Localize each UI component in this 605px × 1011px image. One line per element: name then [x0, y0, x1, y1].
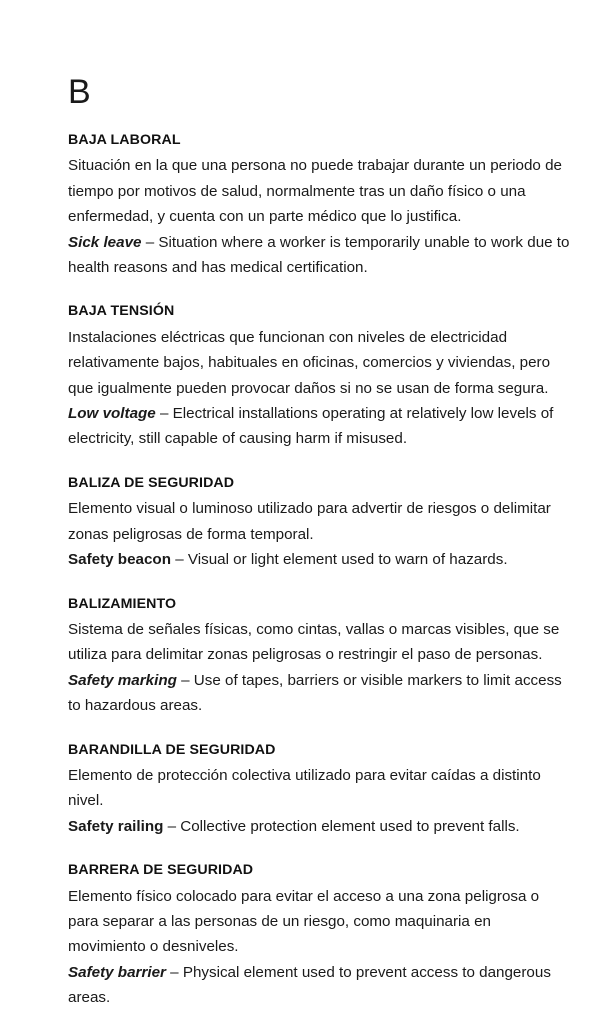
entry-term-en: Safety marking	[68, 671, 177, 689]
entry-definition-es: Elemento visual o luminoso utilizado para advertir de riesgos o delimitar zonas peligrosas de forma temporal.	[68, 500, 551, 543]
entry-term-en: Sick leave	[68, 233, 142, 251]
term-separator-dash: –	[141, 233, 159, 251]
entry-translation-en	[68, 960, 570, 1011]
entry-term-en: Safety beacon	[68, 551, 171, 569]
entry-term-en: Safety railing	[68, 817, 164, 835]
glossary-entry	[68, 471, 570, 573]
entry-definition-en: Situation where a worker is temporarily unable to work due to health reasons and has medical certification.	[68, 233, 570, 277]
entry-definition-en: Use of tapes, barriers or visible markers to limit access to hazardous areas.	[68, 671, 562, 715]
entry-term-en: Safety barrier	[68, 963, 166, 981]
section-letter-heading: B	[68, 73, 91, 111]
entry-definition-en: Electrical installations operating at relatively low levels of electricity, still capable of causing harm if misused.	[68, 405, 554, 448]
entry-definition-es: Situación en la que una persona no puede trabajar durante un periodo de tiempo por motivos de salud, normalmente tras un daño físico o una enfermedad, y cuenta con un parte médico que lo justifica.	[68, 157, 562, 226]
glossary-entry-list	[68, 128, 570, 1011]
entry-term-es: BAJA TENSIÓN	[68, 303, 175, 320]
entry-term-es: BAJA LABORAL	[68, 132, 181, 148]
glossary-entry	[68, 299, 570, 451]
entry-translation-en	[68, 547, 570, 572]
entry-definition-en: Physical element used to prevent access to dangerous areas.	[68, 963, 551, 1007]
entry-translation-en	[68, 814, 570, 839]
glossary-entry	[68, 858, 570, 1010]
entry-definition-es: Sistema de señales físicas, como cintas, vallas o marcas visibles, que se utiliza para delimitar zonas peligrosas o restringir el paso de personas.	[68, 620, 560, 664]
glossary-entry	[68, 738, 570, 840]
entry-translation-en	[68, 230, 570, 281]
entry-definition-en: Collective protection element used to prevent falls.	[180, 817, 520, 835]
term-separator-dash: –	[163, 817, 181, 835]
term-separator-dash: –	[176, 671, 194, 689]
entry-definition-en: Visual or light element used to warn of hazards.	[187, 551, 508, 569]
entry-translation-en	[68, 401, 570, 452]
entry-definition-es: Elemento de protección colectiva utilizado para evitar caídas a distinto nivel.	[68, 766, 541, 810]
glossary-entry	[68, 128, 570, 280]
entry-term-es: BALIZA DE SEGURIDAD	[68, 474, 235, 491]
entry-definition-es: Instalaciones eléctricas que funcionan con niveles de electricidad relativamente bajos, habituales en oficinas, comercios y viviendas, pero que igualmente pueden provocar daños si no se usan de forma segura.	[68, 328, 551, 397]
entry-term-en: Low voltage	[68, 405, 156, 423]
term-separator-dash: –	[165, 963, 183, 981]
entry-term-es: BARANDILLA DE SEGURIDAD	[68, 741, 276, 758]
term-separator-dash: –	[155, 405, 173, 423]
glossary-entry	[68, 592, 570, 719]
entry-definition-es: Elemento físico colocado para evitar el acceso a una zona peligrosa o para separar a las personas de un riesgo, como maquinaria en movimiento o desniveles.	[68, 887, 540, 956]
entry-translation-en	[68, 668, 570, 719]
term-separator-dash: –	[170, 551, 188, 569]
entry-term-es: BALIZAMIENTO	[68, 595, 177, 612]
entry-term-es: BARRERA DE SEGURIDAD	[68, 862, 254, 879]
